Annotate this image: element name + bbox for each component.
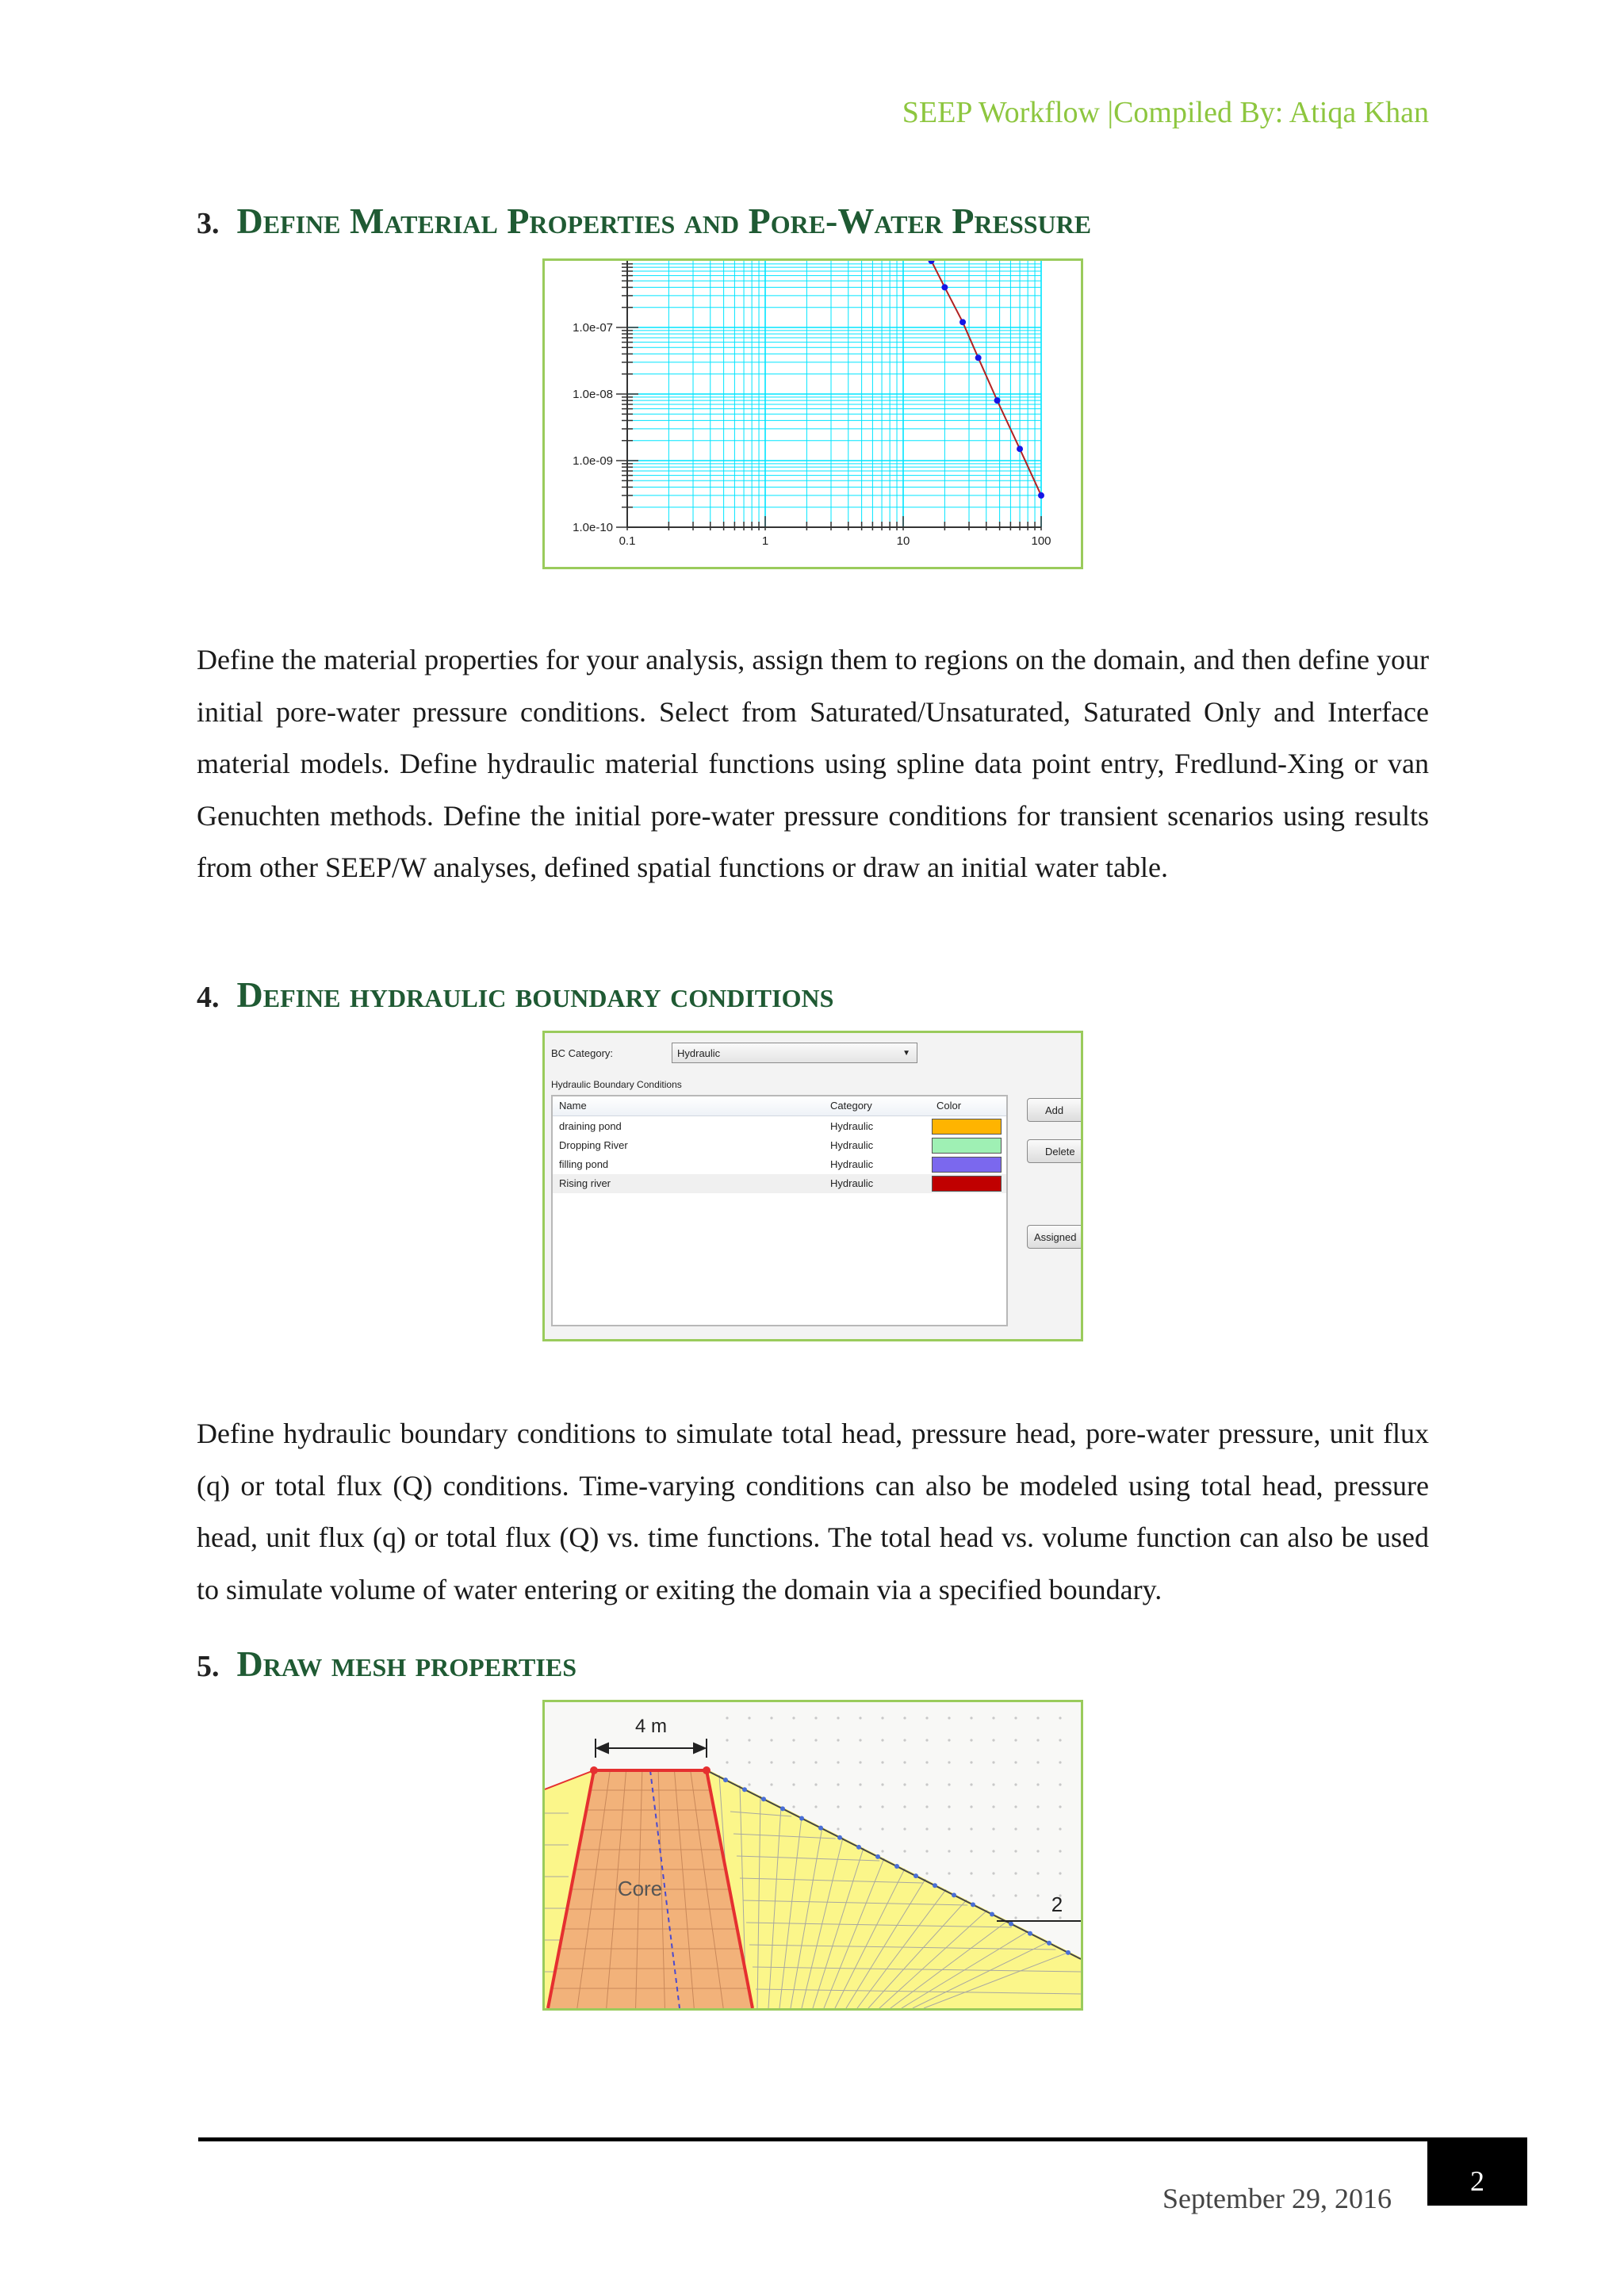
grid-dot [1059, 1827, 1061, 1830]
grid-dot [814, 1783, 817, 1785]
grid-dot [837, 1716, 839, 1719]
grid-dot [859, 1716, 861, 1719]
x-tick-label: 10 [896, 534, 910, 548]
grid-dot [1059, 1850, 1061, 1852]
table-row[interactable] [553, 1174, 1006, 1193]
data-point [1038, 492, 1044, 499]
slope-node [1066, 1950, 1071, 1955]
grid-dot [1036, 1872, 1039, 1874]
dimension-line [596, 1739, 707, 1758]
grid-dot [1059, 1716, 1061, 1719]
grid-dot [970, 1872, 972, 1874]
grid-dot [1014, 1805, 1017, 1808]
footer-date: September 29, 2016 [1162, 2183, 1392, 2214]
grid-dot [970, 1894, 972, 1896]
grid-dot [1036, 1827, 1039, 1830]
grid-dot [1014, 1761, 1017, 1763]
grid-dot [1036, 1850, 1039, 1852]
grid-dot [948, 1850, 950, 1852]
grid-dot [792, 1716, 795, 1719]
slope-node [761, 1797, 766, 1801]
section-number: 4. [197, 981, 220, 1014]
grid-dot [837, 1739, 839, 1741]
grid-dot [948, 1783, 950, 1785]
crest-node [590, 1766, 598, 1774]
grid-dot [1014, 1916, 1017, 1919]
grid-dot [992, 1850, 994, 1852]
grid-dot [925, 1761, 928, 1763]
grid-dot [792, 1783, 795, 1785]
x-tick-label: 1 [761, 534, 769, 548]
slope-node [837, 1835, 842, 1840]
data-point [941, 284, 948, 290]
grid-dot [748, 1761, 750, 1763]
footer-rule [198, 2137, 1431, 2141]
grid-dot [1036, 1805, 1039, 1808]
delete-button[interactable]: Delete [1027, 1139, 1083, 1163]
grid-dot [948, 1716, 950, 1719]
table-row[interactable] [553, 1117, 1006, 1136]
slope-node [894, 1864, 899, 1869]
grid-dot [837, 1805, 839, 1808]
grid-dot [859, 1761, 861, 1763]
x-tick-label: 0.1 [619, 534, 636, 548]
slope-node [933, 1883, 937, 1888]
grid-dot [814, 1761, 817, 1763]
grid-dot [948, 1761, 950, 1763]
slope-node [780, 1806, 785, 1811]
grid-dot [970, 1805, 972, 1808]
dimension-label: 4 m [634, 1716, 668, 1737]
grid-dot [837, 1761, 839, 1763]
data-point [959, 319, 966, 325]
bc-category: Hydraulic [830, 1139, 874, 1151]
bc-category: Hydraulic [830, 1158, 874, 1170]
slope-node [856, 1845, 861, 1850]
grid-dot [992, 1716, 994, 1719]
grid-dot [748, 1783, 750, 1785]
bc-color-swatch[interactable] [932, 1138, 1002, 1154]
grid-dot [948, 1827, 950, 1830]
grid-dot [1059, 1805, 1061, 1808]
grid-dot [1036, 1761, 1039, 1763]
grid-dot [881, 1739, 883, 1741]
data-point [1017, 446, 1023, 452]
slope-node [875, 1854, 880, 1859]
y-tick-label: 1.0e-09 [573, 454, 613, 468]
slope-node [723, 1777, 728, 1782]
grid-dot [903, 1716, 906, 1719]
grid-dot [903, 1805, 906, 1808]
slope-node [971, 1902, 975, 1907]
grid-dot [1014, 1783, 1017, 1785]
grid-dot [970, 1783, 972, 1785]
slope-label: 2 [1051, 1892, 1063, 1916]
table-row[interactable] [553, 1155, 1006, 1174]
core-label: Core [617, 1877, 663, 1900]
grid-dot [881, 1783, 883, 1785]
add-button[interactable]: Add [1027, 1098, 1083, 1122]
grid-dot [1036, 1783, 1039, 1785]
grid-dot [1014, 1894, 1017, 1896]
bc-list-header [553, 1096, 1006, 1116]
section-heading-3 [197, 200, 1091, 242]
grid-dot [1059, 1916, 1061, 1919]
grid-dot [859, 1805, 861, 1808]
bc-category-label: BC Category: [551, 1047, 614, 1059]
grid-dot [925, 1716, 928, 1719]
grid-dot [970, 1850, 972, 1852]
grid-dot [859, 1827, 861, 1830]
grid-dot [726, 1739, 728, 1741]
grid-dot [859, 1783, 861, 1785]
section-title: Draw mesh properties [236, 1644, 576, 1684]
paragraph-boundary-conditions: Define hydraulic boundary conditions to simulate total head, pressure head, pore-water pressure, unit flux (q) or total flux (Q) conditions. Time-varying conditions can also be modeled using total head, pressure head, unit flux (q) or total flux (Q) vs. time functions. The total head vs. volume function can also be used to simulate volume of water entering or exiting the domain via a specified boundary. [197, 1418, 1429, 1605]
column-header-color[interactable]: Color [936, 1100, 962, 1112]
grid-dot [881, 1716, 883, 1719]
grid-dot [992, 1739, 994, 1741]
slope-node [914, 1873, 918, 1878]
grid-dot [770, 1716, 772, 1719]
grid-dot [881, 1827, 883, 1830]
grid-dot [792, 1761, 795, 1763]
assigned-button[interactable]: Assigned [1027, 1225, 1083, 1249]
grid-dot [992, 1827, 994, 1830]
section-heading-4 [197, 974, 833, 1016]
grid-dot [903, 1850, 906, 1852]
grid-dot [970, 1827, 972, 1830]
grid-dot [770, 1739, 772, 1741]
data-point [994, 397, 1001, 404]
grid-dot [903, 1739, 906, 1741]
grid-dot [1036, 1716, 1039, 1719]
page-number: 2 [1427, 2137, 1527, 2206]
mesh-drawing [545, 1702, 1081, 2008]
grid-dot [748, 1739, 750, 1741]
slope-node [799, 1816, 804, 1821]
grid-dot [1059, 1872, 1061, 1874]
grid-dot [903, 1827, 906, 1830]
grid-dot [992, 1805, 994, 1808]
grid-dot [992, 1783, 994, 1785]
bc-list[interactable] [551, 1095, 1008, 1326]
grid-dot [1014, 1739, 1017, 1741]
grid-dot [814, 1716, 817, 1719]
grid-dot [992, 1894, 994, 1896]
page-header: SEEP Workflow |Compiled By: Atiqa Khan [902, 96, 1429, 129]
grid-dot [925, 1783, 928, 1785]
chevron-down-icon: ▼ [902, 1049, 910, 1058]
section-number: 5. [197, 1650, 220, 1683]
slope-node [1009, 1922, 1013, 1927]
grid-dot [948, 1805, 950, 1808]
data-point [975, 354, 982, 361]
slope-node [818, 1826, 823, 1831]
grid-dot [770, 1761, 772, 1763]
bc-color-swatch[interactable] [932, 1119, 1002, 1135]
grid-dot [726, 1716, 728, 1719]
grid-dot [748, 1716, 750, 1719]
grid-dot [1014, 1872, 1017, 1874]
bc-category: Hydraulic [830, 1120, 874, 1132]
grid-dot [792, 1805, 795, 1808]
bc-color-swatch[interactable] [932, 1176, 1002, 1192]
grid-dot [925, 1827, 928, 1830]
grid-dot [1036, 1916, 1039, 1919]
section-title: Define hydraulic boundary conditions [236, 974, 834, 1015]
section-number: 3. [197, 207, 220, 240]
column-header-name[interactable]: Name [559, 1100, 587, 1112]
slope-node [952, 1892, 956, 1897]
grid-dot [1059, 1739, 1061, 1741]
grid-dot [881, 1850, 883, 1852]
grid-dot [970, 1739, 972, 1741]
grid-dot [1059, 1761, 1061, 1763]
grid-dot [925, 1805, 928, 1808]
grid-dot [903, 1783, 906, 1785]
x-tick-label: 100 [1031, 534, 1051, 548]
table-row[interactable] [553, 1136, 1006, 1155]
bc-category-select[interactable] [672, 1043, 917, 1063]
slope-node [1028, 1931, 1032, 1936]
column-header-category[interactable]: Category [830, 1100, 872, 1112]
bc-category-value: Hydraulic [677, 1047, 721, 1059]
grid-dot [881, 1761, 883, 1763]
grid-dot [1059, 1783, 1061, 1785]
grid-dot [726, 1761, 728, 1763]
grid-dot [814, 1739, 817, 1741]
grid-dot [792, 1739, 795, 1741]
bc-name: draining pond [559, 1120, 622, 1132]
grid-dot [881, 1805, 883, 1808]
bc-name: Dropping River [559, 1139, 628, 1151]
grid-dot [837, 1783, 839, 1785]
grid-dot [837, 1827, 839, 1830]
section-title: Define Material Properties and Pore-Water Pressure [236, 201, 1092, 241]
mesh-figure [542, 1700, 1083, 2011]
grid-dot [859, 1739, 861, 1741]
grid-dot [970, 1716, 972, 1719]
grid-dot [948, 1872, 950, 1874]
grid-dot [970, 1761, 972, 1763]
crest-node [703, 1766, 710, 1774]
grid-dot [992, 1761, 994, 1763]
y-tick-label: 1.0e-07 [573, 321, 613, 335]
grid-dot [1036, 1894, 1039, 1896]
grid-dot [814, 1805, 817, 1808]
conductivity-chart-figure [542, 258, 1083, 569]
bc-name: filling pond [559, 1158, 609, 1170]
bc-list-title: Hydraulic Boundary Conditions [551, 1079, 682, 1090]
grid-dot [903, 1761, 906, 1763]
bc-dialog-figure [542, 1031, 1083, 1341]
slope-node [990, 1912, 994, 1917]
y-tick-label: 1.0e-08 [573, 388, 613, 401]
grid-dot [948, 1739, 950, 1741]
grid-dot [1014, 1716, 1017, 1719]
grid-dot [1014, 1850, 1017, 1852]
bc-category: Hydraulic [830, 1177, 874, 1189]
section-heading-5 [197, 1643, 576, 1685]
grid-dot [770, 1783, 772, 1785]
conductivity-chart [545, 261, 1081, 567]
grid-dot [1014, 1827, 1017, 1830]
grid-dot [925, 1850, 928, 1852]
grid-dot [1036, 1739, 1039, 1741]
paragraph-material-properties: Define the material properties for your analysis, assign them to regions on the domain, and then define your initial pore-water pressure conditions. Select from Saturated/Unsaturated, Saturated Only and Interface material models. Define hydraulic material functions using spline data point entry, Fredlund-Xing or van Genuchten methods. Define the initial pore-water pressure conditions for transient scenarios using results from other SEEP/W analyses, defined spatial functions or draw an initial water table. [197, 644, 1429, 883]
bc-name: Rising river [559, 1177, 611, 1189]
grid-dot [925, 1872, 928, 1874]
grid-dot [925, 1739, 928, 1741]
y-tick-label: 1.0e-10 [573, 521, 613, 534]
slope-node [742, 1787, 747, 1792]
bc-color-swatch[interactable] [932, 1157, 1002, 1173]
slope-node [1047, 1941, 1051, 1946]
grid-dot [992, 1872, 994, 1874]
